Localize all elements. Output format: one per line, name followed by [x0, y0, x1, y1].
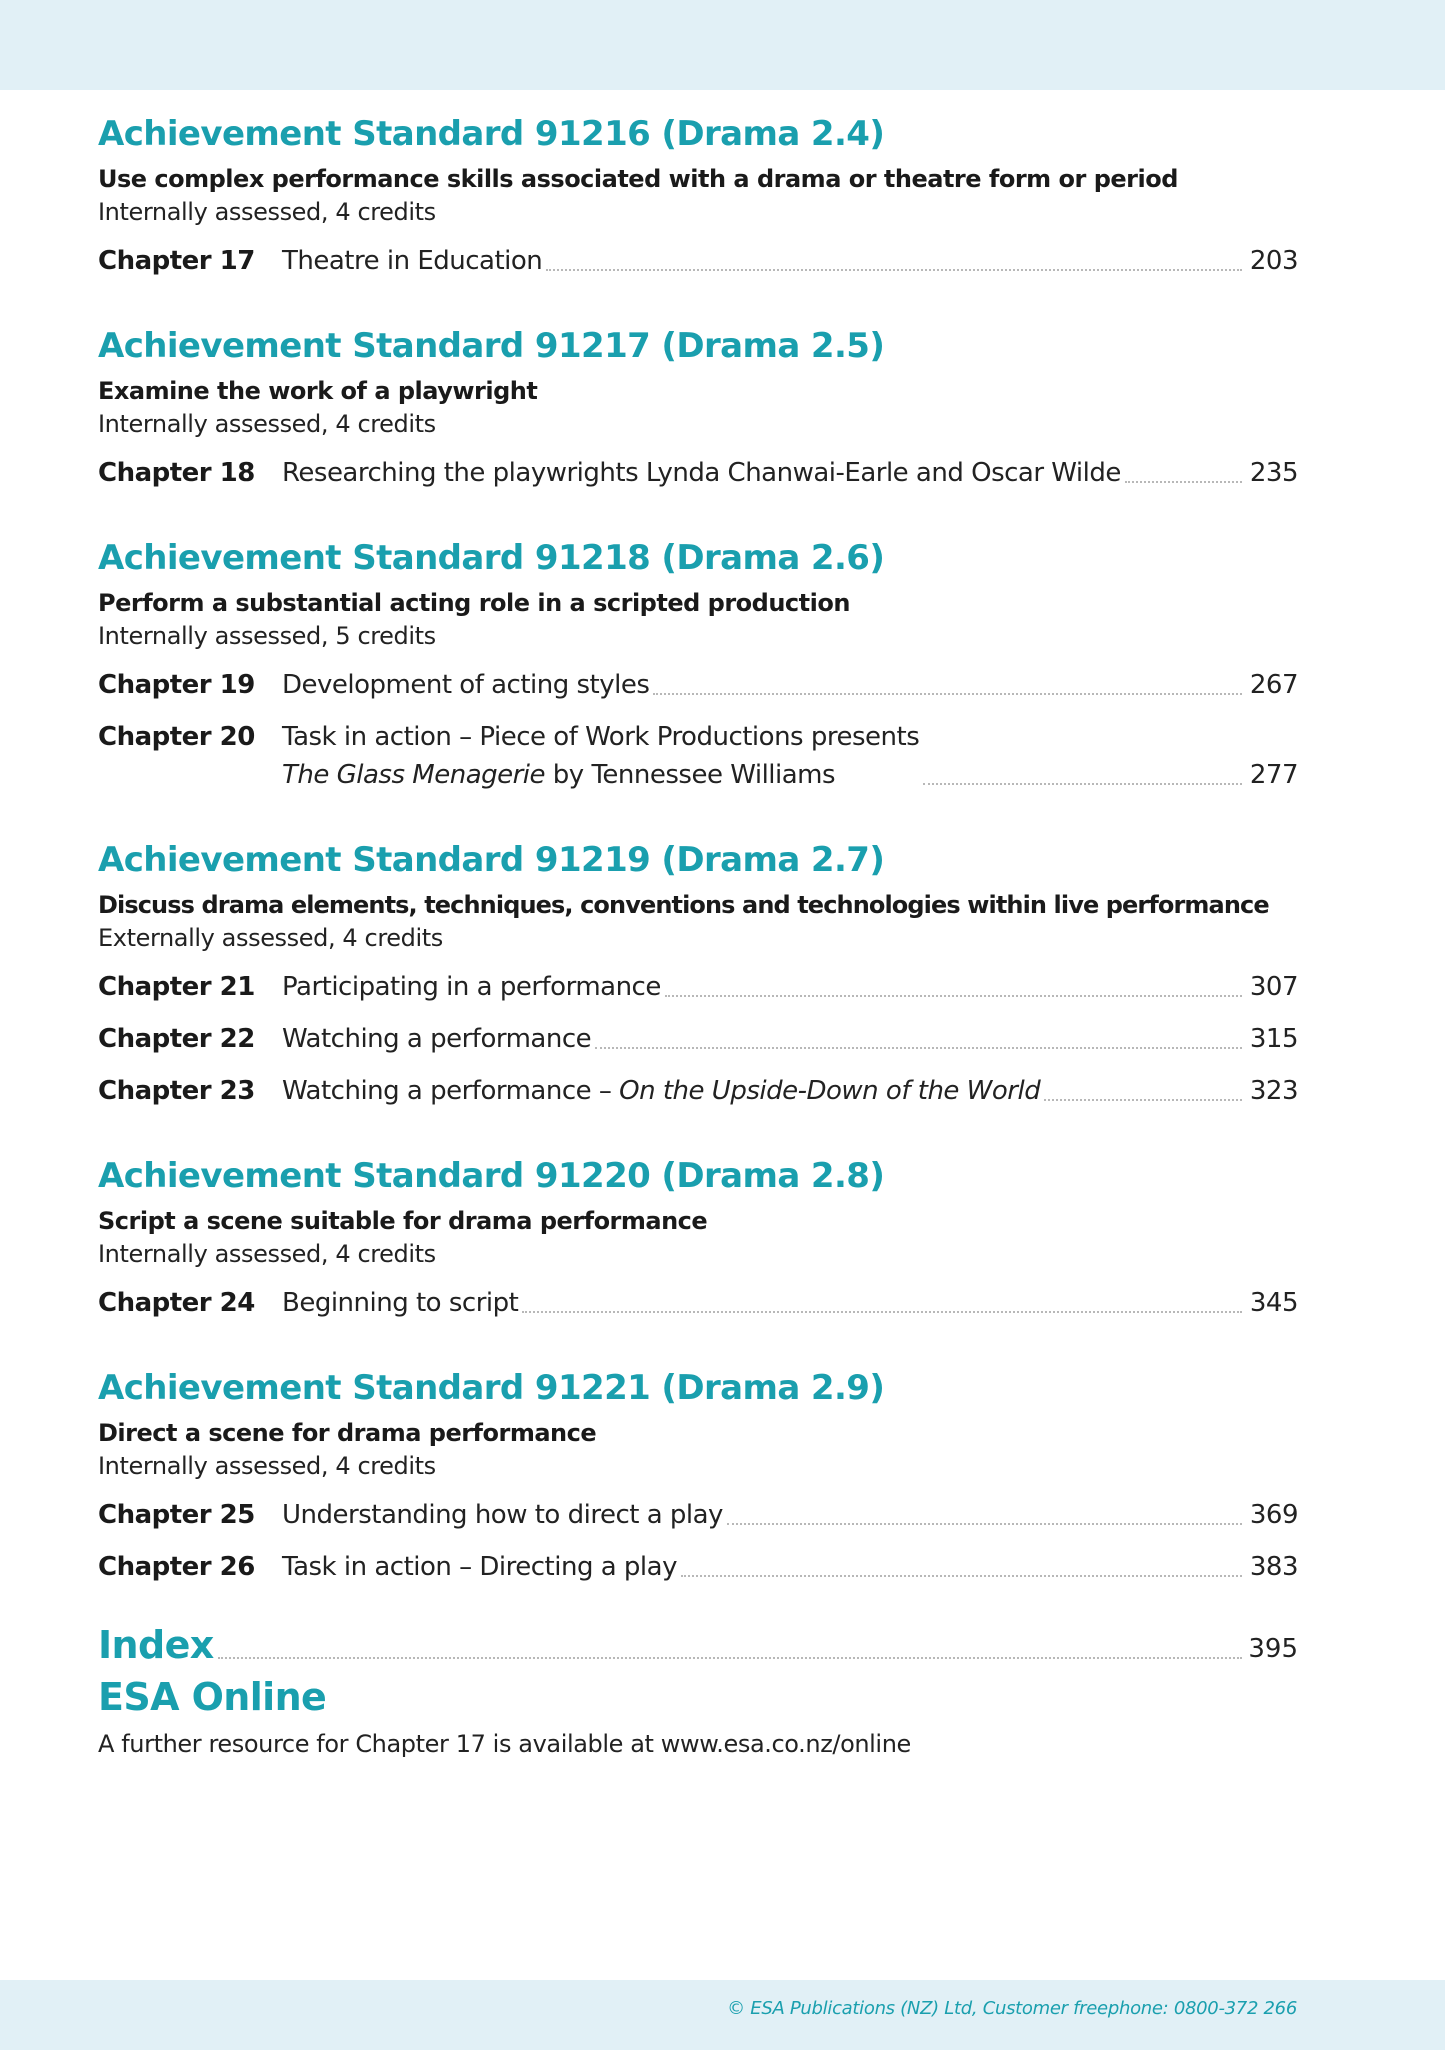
- page-number: 323: [1249, 1076, 1298, 1106]
- assessment-info: Internally assessed, 4 credits: [98, 410, 436, 438]
- standard-title: Achievement Standard 91217 (Drama 2.5): [98, 326, 885, 366]
- page-number: 267: [1249, 670, 1298, 700]
- dot-leader: [595, 1047, 1242, 1049]
- index-entry[interactable]: [98, 1622, 1298, 1668]
- page-number: 307: [1249, 972, 1298, 1002]
- chapter-label: Chapter 26: [98, 1552, 255, 1582]
- header-band: [0, 0, 1445, 90]
- standard-title: Achievement Standard 91220 (Drama 2.8): [98, 1156, 885, 1196]
- dot-leader: [1125, 481, 1242, 483]
- chapter-entry-19[interactable]: [98, 666, 1298, 704]
- standard-section-91219: [98, 838, 1298, 1110]
- chapter-title-line1: Task in action – Piece of Work Productions presents: [282, 722, 920, 752]
- standard-section-91218: [98, 536, 1298, 794]
- dot-leader: [522, 1311, 1242, 1313]
- chapter-title: [282, 1072, 1040, 1110]
- playwright-text: by Tennessee Williams: [545, 760, 836, 790]
- chapter-title: Participating in a performance: [282, 972, 661, 1002]
- chapter-entry-21[interactable]: [98, 968, 1298, 1006]
- play-title: The Glass Menagerie: [282, 760, 546, 790]
- chapter-entry-20[interactable]: [98, 718, 1298, 794]
- page-number: 203: [1249, 246, 1298, 276]
- chapter-entry-18[interactable]: [98, 454, 1298, 492]
- page-number: 315: [1249, 1024, 1298, 1054]
- assessment-info: Internally assessed, 4 credits: [98, 198, 436, 226]
- dot-leader: [923, 783, 1242, 785]
- chapter-entry-22[interactable]: [98, 1020, 1298, 1058]
- assessment-info: Internally assessed, 4 credits: [98, 1240, 436, 1268]
- assessment-info: Internally assessed, 5 credits: [98, 622, 436, 650]
- standard-title: Achievement Standard 91219 (Drama 2.7): [98, 840, 885, 880]
- standard-description: Discuss drama elements, techniques, conventions and technologies within live performance: [98, 891, 1269, 919]
- standard-description: Script a scene suitable for drama performance: [98, 1207, 708, 1235]
- standard-section-91220: [98, 1154, 1298, 1322]
- standard-section-91217: [98, 324, 1298, 492]
- page-number: 395: [1248, 1634, 1298, 1664]
- chapter-entry-26[interactable]: [98, 1548, 1298, 1586]
- chapter-title: Understanding how to direct a play: [282, 1500, 723, 1530]
- chapter-label: Chapter 21: [98, 972, 255, 1002]
- standard-title: Achievement Standard 91218 (Drama 2.6): [98, 538, 885, 578]
- standard-section-91221: [98, 1366, 1298, 1586]
- assessment-info: Externally assessed, 4 credits: [98, 924, 443, 952]
- chapter-title: Beginning to script: [282, 1288, 519, 1318]
- dot-leader: [681, 1575, 1242, 1577]
- page-number: 383: [1249, 1552, 1298, 1582]
- standard-title: Achievement Standard 91221 (Drama 2.9): [98, 1368, 885, 1408]
- dot-leader: [546, 269, 1242, 271]
- chapter-label: Chapter 18: [98, 458, 255, 488]
- chapter-title-line2: [282, 756, 919, 794]
- chapter-entry-17[interactable]: [98, 242, 1298, 280]
- table-of-contents: [98, 112, 1298, 1762]
- chapter-entry-23[interactable]: [98, 1072, 1298, 1110]
- chapter-title: Watching a performance: [282, 1024, 592, 1054]
- chapter-title: Researching the playwrights Lynda Chanwai-Earle and Oscar Wilde: [282, 458, 1121, 488]
- page-number: 235: [1249, 458, 1298, 488]
- standard-title: Achievement Standard 91216 (Drama 2.4): [98, 114, 885, 154]
- chapter-title-text: Watching a performance –: [282, 1076, 620, 1106]
- standard-description: Direct a scene for drama performance: [98, 1419, 597, 1447]
- chapter-label: Chapter 17: [98, 246, 255, 276]
- chapter-label: Chapter 22: [98, 1024, 255, 1054]
- standard-description: Perform a substantial acting role in a scripted production: [98, 589, 850, 617]
- chapter-title: Theatre in Education: [282, 246, 543, 276]
- page-number: 277: [1249, 760, 1298, 790]
- standard-section-91216: [98, 112, 1298, 280]
- standard-description: Use complex performance skills associated with a drama or theatre form or period: [98, 165, 1178, 193]
- chapter-label: Chapter 25: [98, 1500, 255, 1530]
- chapter-label: Chapter 20: [98, 722, 255, 752]
- copyright-footer: © ESA Publications (NZ) Ltd, Customer freephone: 0800-372 266: [727, 1998, 1297, 2019]
- performance-title: On the Upside-Down of the World: [619, 1076, 1041, 1106]
- chapter-title: Development of acting styles: [282, 670, 650, 700]
- page-number: 369: [1249, 1500, 1298, 1530]
- chapter-entry-25[interactable]: [98, 1496, 1298, 1534]
- chapter-entry-24[interactable]: [98, 1284, 1298, 1322]
- esa-online-title: ESA Online: [98, 1675, 327, 1719]
- dot-leader: [1044, 1099, 1242, 1101]
- page-number: 345: [1249, 1288, 1298, 1318]
- chapter-title: [282, 718, 919, 794]
- dot-leader: [218, 1657, 1242, 1659]
- chapter-label: Chapter 23: [98, 1076, 255, 1106]
- standard-description: Examine the work of a playwright: [98, 377, 538, 405]
- esa-online-note: A further resource for Chapter 17 is available at www.esa.co.nz/online: [98, 1730, 911, 1758]
- chapter-title: Task in action – Directing a play: [282, 1552, 677, 1582]
- chapter-label: Chapter 19: [98, 670, 255, 700]
- chapter-label: Chapter 24: [98, 1288, 255, 1318]
- assessment-info: Internally assessed, 4 credits: [98, 1452, 436, 1480]
- dot-leader: [665, 995, 1242, 997]
- dot-leader: [653, 693, 1242, 695]
- dot-leader: [727, 1523, 1242, 1525]
- index-title: Index: [98, 1623, 214, 1667]
